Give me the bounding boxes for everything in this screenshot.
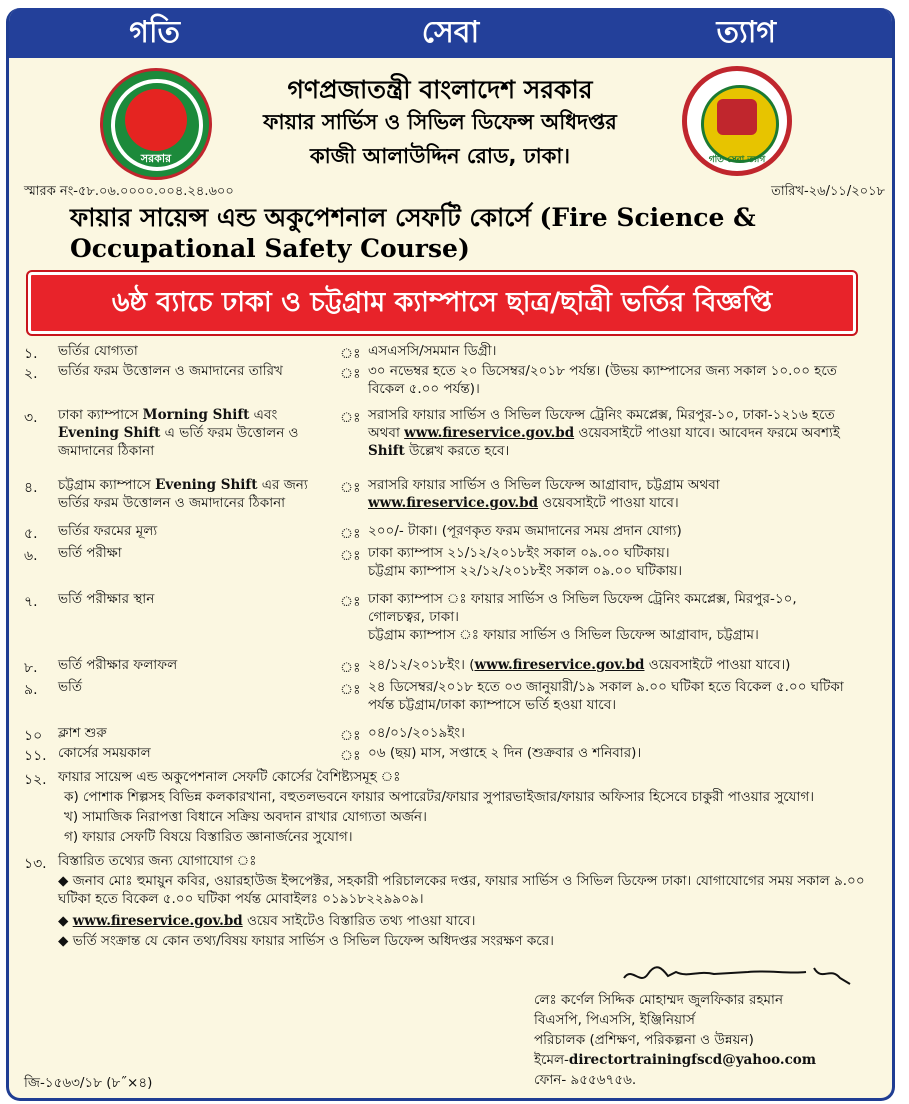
signatory-email[interactable]: directortrainingfscd@yahoo.com — [568, 1052, 817, 1068]
footer-code: জি-১৫৬৩/১৮ (৮˝×৪) — [24, 1075, 153, 1091]
item-colon: ঃ — [340, 366, 361, 382]
signatory-block — [534, 990, 816, 1090]
item-colon: ঃ — [340, 548, 361, 564]
motto-service: সেবা — [421, 14, 480, 50]
signatory-name: লেঃ কর্ণেল সিদ্দিক মোহাম্মদ জুলফিকার রহমান — [534, 992, 784, 1008]
item-label: ভর্তি পরীক্ষার ফলাফল — [58, 657, 178, 673]
item-colon: ঃ — [340, 594, 361, 610]
diamond-bullet-icon: ◆ — [58, 873, 69, 889]
course-title: ফায়ার সায়েন্স এন্ড অকুপেশনাল সেফটি কোর্সে (Fire Science & Occupational Safety Course) — [70, 203, 756, 263]
item-colon: ঃ — [340, 682, 361, 698]
shift-text: Shift — [368, 443, 405, 459]
item-label: ভর্তি পরীক্ষা — [58, 545, 122, 561]
item-value — [368, 406, 848, 460]
item-value-part: ২৪/১২/২০১৮ইং। ( — [368, 657, 475, 673]
venue-dhaka: ঢাকা ক্যাম্পাস ঃ ফায়ার সার্ভিস ও সিভিল ডিফেন্স ট্রেনিং কমপ্লেক্স, মিরপুর-১০, গোলচত্বর, ঢাকা। — [368, 591, 797, 625]
item-value-part: ওয়েবসাইটে পাওয়া যাবে। — [538, 495, 679, 511]
feature-point: খ) সামাজিক নিরাপত্তা বিধানে সক্রিয় অবদান রাখার যোগ্যতা অর্জন। — [64, 809, 427, 825]
department-address: কাজী আলাউদ্দিন রোড, ঢাকা। — [309, 144, 571, 168]
signature-icon — [618, 960, 858, 992]
item-number: ১০ — [24, 728, 43, 744]
item-colon: ঃ — [340, 660, 361, 676]
signatory-phone: ফোন- ৯৫৫৬৭৫৬. — [534, 1072, 637, 1088]
item-value: ২০০/- টাকা। (পূরণকৃত ফরম জমাদানের সময় প্রদান যোগ্য) — [368, 523, 682, 539]
item-value-part: ওয়েবসাইটে পাওয়া যাবে।) — [644, 657, 791, 673]
contact-heading: বিস্তারিত তথ্যের জন্য যোগাযোগ ঃ — [58, 853, 257, 869]
motto-speed: গতি — [129, 14, 181, 50]
item-label-part: ঢাকা ক্যাম্পাসে — [58, 407, 143, 423]
feature-point: গ) ফায়ার সেফটি বিষয়ে বিস্তারিত জ্ঞানার্জনের সুযোগ। — [64, 829, 353, 845]
item-label: ভর্তির ফরম উত্তোলন ও জমাদানের তারিখ — [58, 363, 283, 379]
item-value-part: সরাসরি ফায়ার সার্ভিস ও সিভিল ডিফেন্স ট্রেনিং কমপ্লেক্স, মিরপুর-১০, ঢাকা-১২১৬ হতে অথবা — [368, 407, 835, 441]
item-label: ভর্তি — [58, 679, 83, 695]
fscd-logo-text: গতি সেবা ত্যাগ — [708, 155, 766, 165]
item-label: ভর্তি পরীক্ষার স্থান — [58, 591, 155, 607]
website-link[interactable]: www.fireservice.gov.bd — [368, 495, 539, 511]
item-number: ৫. — [24, 526, 38, 542]
diamond-bullet-icon: ◆ — [58, 913, 69, 929]
item-value: ০৬ (ছয়) মাস, সপ্তাহে ২ দিন (শুক্রবার ও শনিবার)। — [368, 745, 642, 761]
contact-bullet — [58, 872, 868, 908]
website-text: ওয়েব সাইটেও বিস্তারিত তথ্য পাওয়া যাবে। — [242, 913, 476, 929]
item-colon: ঃ — [340, 526, 361, 542]
admission-banner: ৬ষ্ঠ ব্যাচে ঢাকা ও চট্টগ্রাম ক্যাম্পাসে ছাত্র/ছাত্রী ভর্তির বিজ্ঞপ্তি — [28, 272, 856, 334]
item-value-part: উল্লেখ করতে হবে। — [404, 443, 510, 459]
features-heading: ফায়ার সায়েন্স এন্ড অকুপেশনাল সেফটি কোর্সের বৈশিষ্ট্যসমূহ ঃ — [58, 769, 401, 785]
notice-date: তারিখ-২৬/১১/২০১৮ — [771, 184, 885, 199]
item-label-part: চট্টগ্রাম ক্যাম্পাসে — [58, 477, 156, 493]
item-label: ক্লাশ শুরু — [58, 725, 107, 741]
item-colon: ঃ — [340, 728, 361, 744]
item-number: ২. — [24, 366, 38, 382]
item-number: ৪. — [24, 480, 38, 496]
item-label: কোর্সের সময়কাল — [58, 745, 151, 761]
rights-bullet — [58, 932, 868, 950]
signatory-email-line — [534, 1050, 816, 1070]
item-number: ১২. — [24, 772, 47, 788]
item-value — [368, 656, 848, 674]
item-label — [58, 476, 328, 512]
evening-shift-text: Evening Shift — [155, 477, 258, 493]
item-value-part: সরাসরি ফায়ার সার্ভিস ও সিভিল ডিফেন্স আগ্রাবাদ, চট্টগ্রাম অথবা — [368, 477, 720, 493]
item-value: ২৪ ডিসেম্বর/২০১৮ হতে ০৩ জানুয়ারী/১৯ সকাল ৯.০০ ঘটিকা হতে বিকেল ৫.০০ ঘটিকা পর্যন্ত চট্টগ্রাম/ঢাকা ক্যাম্পাসে ভর্তি হওয়া যাবে। — [368, 679, 844, 713]
item-value — [368, 544, 848, 580]
item-value-part: ওয়েবসাইটে পাওয়া যাবে। আবেদন ফরমে অবশ্যই — [574, 425, 840, 441]
item-number: ৬. — [24, 548, 38, 564]
department-title: ফায়ার সার্ভিস ও সিভিল ডিফেন্স অধিদপ্তর — [263, 110, 617, 134]
gov-seal-text: সরকার — [140, 152, 172, 165]
rights-text: ভর্তি সংক্রান্ত যে কোন তথ্য/বিষয় ফায়ার সার্ভিস ও সিভিল ডিফেন্স অধিদপ্তর সংরক্ষণ করে। — [72, 933, 554, 949]
item-number: ১. — [24, 346, 38, 362]
item-number: ১৩. — [24, 856, 47, 872]
website-bullet — [58, 912, 868, 930]
signatory-credentials: বিএসপি, পিএসসি, ইঞ্জিনিয়ার্স — [534, 1012, 695, 1028]
item-label: ভর্তির যোগ্যতা — [58, 343, 138, 359]
item-number: ৮. — [24, 660, 38, 676]
diamond-bullet-icon: ◆ — [58, 933, 69, 949]
item-number: ৭. — [24, 594, 38, 610]
item-label-part: এবং — [249, 407, 278, 423]
item-label — [58, 406, 328, 460]
website-link[interactable]: www.fireservice.gov.bd — [404, 425, 575, 441]
exam-chattogram: চট্টগ্রাম ক্যাম্পাস ২২/১২/২০১৮ইং সকাল ০৯.০০ ঘটিকায়। — [368, 563, 683, 579]
exam-dhaka: ঢাকা ক্যাম্পাস ২১/১২/২০১৮ইং সকাল ০৯.০০ ঘটিকায়। — [368, 545, 670, 561]
email-label: ইমেল- — [534, 1052, 569, 1068]
item-colon: ঃ — [340, 480, 361, 496]
item-label-part: এ ভর্তি ফরম উত্তোলন ও জমাদানের ঠিকানা — [58, 425, 299, 459]
item-value: ৩০ নভেম্বর হতে ২০ ডিসেম্বর/২০১৮ পর্যন্ত। (উভয় ক্যাম্পাসের জন্য সকাল ১০.০০ হতে বিকেল ৫.০০ পর্যন্ত)। — [368, 363, 837, 397]
signatory-designation: পরিচালক (প্রশিক্ষণ, পরিকল্পনা ও উন্নয়ন) — [534, 1032, 754, 1048]
item-value — [368, 590, 848, 644]
item-number: ১১. — [24, 748, 47, 764]
item-colon: ঃ — [340, 346, 361, 362]
government-title: গণপ্রজাতন্ত্রী বাংলাদেশ সরকার — [287, 75, 593, 104]
website-link[interactable]: www.fireservice.gov.bd — [72, 913, 243, 929]
morning-shift-text: Morning Shift — [142, 407, 250, 423]
evening-shift-text: Evening Shift — [58, 425, 161, 441]
memo-number: স্মারক নং-৫৮.০৬.০০০০.০০৪.২৪.৬০০ — [24, 184, 234, 199]
item-value: ০৪/০১/২০১৯ইং। — [368, 725, 465, 741]
item-label: ভর্তির ফরমের মূল্য — [58, 523, 158, 539]
item-number: ৩. — [24, 410, 38, 426]
item-value — [368, 476, 848, 512]
item-colon: ঃ — [340, 410, 361, 426]
item-colon: ঃ — [340, 748, 361, 764]
website-link[interactable]: www.fireservice.gov.bd — [474, 657, 645, 673]
motto-sacrifice: ত্যাগ — [716, 14, 777, 50]
item-value: এসএসসি/সমমান ডিগ্রী। — [368, 343, 497, 359]
contact-text: জনাব মোঃ হুমায়ুন কবির, ওয়ারহাউজ ইন্সপেক্টর, সহকারী পরিচালকের দপ্তর, ফায়ার সার্ভিস ও সিভিল ডিফেন্স ঢাকা। যোগাযোগের সময় সকাল ৯.০০ ঘটিকা হতে বিকেল ৫.০০ ঘটিকা পর্যন্ত মোবাইলঃ ০১৯১৮২২৯৯০৯। — [58, 873, 865, 907]
item-number: ৯. — [24, 682, 38, 698]
feature-point: ক) পোশাক শিল্পসহ বিভিন্ন কলকারখানা, বহুতলভবনে ফায়ার অপারেটর/ফায়ার সুপারভাইজার/ফায়ার অফিসার হিসেবে চাকুরী পাওয়ার সুযোগ। — [64, 789, 815, 805]
venue-chattogram: চট্টগ্রাম ক্যাম্পাস ঃ ফায়ার সার্ভিস ও সিভিল ডিফেন্স আগ্রাবাদ, চট্টগ্রাম। — [368, 627, 759, 643]
item-label-part: এর জন্য ভর্তির ফরম উত্তোলন ও জমাদানের ঠিকানা — [58, 477, 308, 511]
